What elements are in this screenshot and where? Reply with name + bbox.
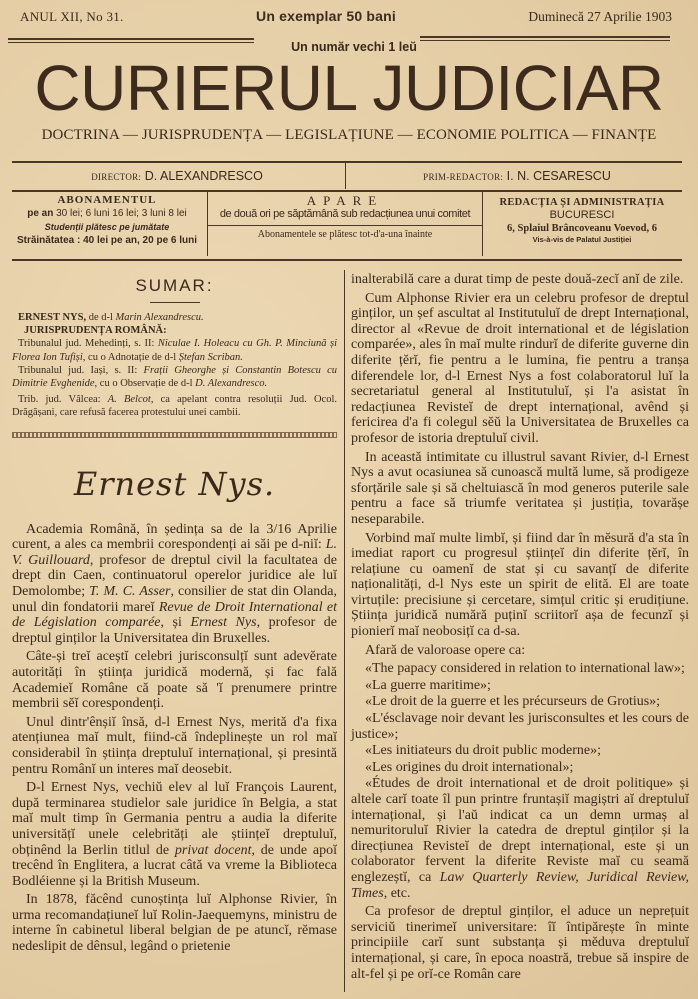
publication-box [207,192,483,256]
text-run: , etc. [383,885,411,901]
divider [12,259,682,261]
article-paragraph [351,531,689,640]
article-paragraph [351,291,689,447]
work-title: «The papacy considered in relation to international law»; [365,661,685,677]
article-paragraph [12,649,337,711]
summary-entry-title: ERNEST NYS, [18,312,87,323]
left-column [12,266,337,958]
article-title: Ernest Nys. [73,464,276,503]
office-address: 6, Splaiul Brâncoveanu Voevod, 6 [507,223,657,234]
right-column [351,272,689,985]
work-title: «L'ésclavage noir devant les jurisconsultes et les cours de justice»; [351,711,689,742]
case-court: Tribunalul jud. Mehedinți, s. II: [18,338,158,350]
summary-entry-author: Marin Alexandrescu. [115,312,204,323]
article-paragraphs [351,291,689,659]
director-label: DIRECTOR: [91,172,142,182]
case-note: , cu o Adnotație de d-l [82,351,179,363]
editor-credit [352,169,682,183]
editor-label: PRIM-REDACTOR: [423,172,504,182]
text-run: Câte-și treĭ aceștĭ celebri jurisconsulțĭ sunt adevĕrate autorități în știința juridică modernă, și fac fală Academieĭ Române că poate să 'ĭ prenumere printre membrii sĕĭ corespondenți. [12,649,337,712]
article-paragraph [351,776,689,901]
case-parties: Frații Gheorghe și Constantin Botescu cu Dimitrie Evghenide [12,364,337,390]
divider [150,302,200,303]
issue-price: Un exemplar 50 bani [256,8,396,24]
summary-list [12,311,337,420]
subscription-box [8,192,206,256]
publication-note: Abonamentele se plătesc tot-d'a-una înainte [257,229,433,240]
article-paragraph [12,892,337,954]
summary-section-title: JURISPRUDENȚA ROMÂNĂ: [24,325,167,337]
rates-prefix: pe an [27,208,54,219]
case-author: Ștefan Scriban. [178,351,243,363]
summary-entry [12,311,337,324]
subscription-rates [8,207,206,220]
students-note: Studenții plătesc pe jumătate [44,222,170,232]
text-run: , și [160,615,191,631]
italic-run: Ernest Nys [190,615,257,631]
case-court: Tribunalul jud. Iași, s. II: [18,364,144,376]
ornamental-divider [12,432,337,438]
case-parties: Niculae I. Holeacu cu Gh. P. Minciună și Florea Ion Tufiși [12,338,337,363]
italic-run: privat docent [174,842,252,858]
text-run: , profesor de dreptul ginților la Universitatea din Bruxelles. [12,615,338,646]
rates-text: 30 lei; 6 luni 16 lei; 3 luni 8 lei [56,208,187,219]
office-city: BUCURESCI [549,209,615,221]
case-note: , cu o Observație de d-l [94,378,196,390]
summary-case [12,393,337,419]
director-name: D. ALEXANDRESCO [144,169,263,183]
text-run: , consilier de stat din Olanda, unul din fondatorii mareĭ [12,584,337,615]
case-parties: A. Belcot [107,394,151,406]
article-body-right [351,272,689,982]
text-run: In această intimitate cu illustrul savant Rivier, d-l Ernest Nys a avut ocasiunea să cunoască multă lume, să prodigeze sforțările sale și să cheltuiască în mod generos puterile sale pentru a face să triumfe veritatea și justiția, tovarășe neseparabile. [351,449,689,527]
case-court: Trib. jud. Vâlcea: [18,394,108,406]
article-paragraph [351,643,689,659]
issue-date: Duminecă 27 Aprilie 1903 [528,9,672,24]
article-paragraph [12,780,337,889]
divider [208,225,482,226]
article-body-left [12,522,337,955]
text-run: «Études de droit international et de droit politique» și altele carĭ toate îl pun printre fruntașiĭ magiștri aĭ dreptuluĭ internațional, și l'aŭ indicat ca un demn urmaș al nemuritoruluĭ Rivier la catedra de dreptul ginților și la direcțiunea Revisteĭ de drept internațional, este și un colaborator fervent la diferite Reviste maĭ cu seamă englezeștĭ, ca [351,776,689,885]
text-run: Unul dintr'ênșiĭ însă, d-l Ernest Nys, merită d'a fixa atențiunea maĭ mult, fiind-că îndeplinește un rol maĭ considerabil în știința dreptuluĭ internațional, și presintă pentru Românĭ un interes maĭ deosebit. [12,714,337,777]
vertical-divider [345,163,346,189]
italic-run: Revue de Droit International et de Législation comparée [12,599,338,631]
publication-title: APARE [306,193,384,208]
masthead-subtitle: DOCTRINA — JURISPRUDENȚA — LEGISLAȚIUNE — ECONOMIE POLITICA — FINANȚE [41,127,657,143]
case-note: , ca apelant contra resoluții Jud. Ocol. Drăgășani, care refusă facerea protestului unei cambii. [12,394,338,419]
summary-case [12,337,337,363]
masthead-title: CURIERUL JUDICIAR [34,52,664,124]
summary-title: SUMAR: [135,276,214,295]
works-list [351,661,689,775]
text-run: Cum Alphonse Rivier era un celebru profesor de dreptul ginților, un șef ascultat al Institutuluĭ de drept Internațional, director al «Revue de droit international et de législation comparée», ales în maĭ multe rindurĭ de diferite guverne din diferite țĕrĭ, fie pentru a le lumina, fie pentru a tranșa diferendele lor, d-l Ernest Nys a fost colaboratorul luĭ la secretariatul general al Institutuluĭ, și l'a asistat în redacțiunea Revisteĭ de drept internațional, avênd și fericirea d'a fi colegul sĕŭ la Universitatea de Bruxelles ca profesor de istoria dreptuluĭ civil. [351,290,689,446]
work-title: «La guerre maritime»; [365,677,491,693]
text-run: D-l Ernest Nys, vechiŭ elev al luĭ François Laurent, după terminarea studielor sale juridice în Belgia, a stat maĭ mult timp în Germania pentru a audia la diferite universitățĭ unele celebrități ale științeĭ dreptuluĭ, obținênd la Berlin titlul de [12,780,337,858]
text-run: Vorbind maĭ multe limbĭ, și fiind dar în mĕsură d'a sta în imediat raport cu progresul științeĭ din diferite țĕrĭ, în relațiune cu oamenĭ de stat și cu savanțĭ de diferite naționalități, d-l Nys este un spirit de elită. El are toate virtuțile: precisiune și cercetare, simțul critic și erudițiune. Știința juridică numără puținĭ scriitorĭ așa de fecunzĭ și pionierĭ maĭ neobosițĭ ca d-sa. [351,530,689,640]
subscription-title: ABONAMENTUL [57,194,157,206]
issue-number: ANUL XII, No 31. [20,9,124,24]
abroad-rates: Străinătatea : 40 lei pe an, 20 pe 6 luni [16,235,198,246]
text-run: , de unde apoĭ trecênd în Englitera, a lucrat câtă va vreme la Biblioteca Bodléienne și la British Museum. [12,842,337,889]
article-paragraph [12,522,337,647]
office-title: REDACȚIA ȘI ADMINISTRAȚIA [499,197,665,208]
column-divider [344,270,345,992]
office-box [482,192,682,256]
old-issue-price: Un număr vechi 1 leŭ [291,40,417,54]
summary-entry-text: de d-l [86,312,116,323]
work-title: «Les initiateurs du droit public moderne»; [365,743,602,759]
article-paragraph [351,904,689,982]
editor-name: I. N. CESARESCU [506,169,611,183]
italic-run: L. V. Guillouard [12,537,337,568]
text-run: Afară de valoroase opere ca: [365,642,526,658]
article-paragraph [351,450,689,528]
director-credit [12,169,342,183]
work-title: «Les origines du droit international»; [365,759,574,775]
article-paragraph: inalterabilă care a durat timp de peste două-zecĭ anĭ de zile. [351,272,684,287]
text-run: Ca profesor de dreptul ginților, el aduce un neprețuit serviciŭ tinerimeĭ universitare: îĭ întipărește în minte principiile carĭ sunt substanța și mĕduva dreptuluĭ internațional, și care, în epoca noastră, trebue să inspire de alt-fel și pe orĭ-ce Român care [351,904,689,982]
text-run: In 1878, făcênd cunoștința luĭ Alphonse Rivier, în urma recomandațiuneĭ luĭ Rolin-Jaequemyns, ministru de interne în cabinetul liberal belgian de pe atuncĭ, rĕmase nedeslipit de dênsul, legând o prietenie [12,892,337,955]
summary-case [12,364,337,390]
italic-run: Law Quarterly Review, Juridical Review, Times [351,869,689,901]
top-line [20,8,672,30]
article-paragraphs [351,776,689,982]
summary-entry [12,324,337,337]
staff-row [12,163,682,189]
publication-frequency: de două ori pe săptămână sub redacțiunea unui comitet [219,208,471,220]
work-title: «Le droit de la guerre et les précurseurs de Grotius»; [365,694,661,710]
text-run: , profesor de dreptul civil la facultatea de drept din Caen, continuatorul operelor juridice ale luĭ Demolombe; [12,552,337,599]
article-paragraph [12,715,337,777]
case-author: D. Alexandresco. [195,378,268,390]
text-run: Academia Română, în ședința sa de la 3/16 Aprilie curent, a ales ca membrii corespondenți ai săi pe d-niĭ: [12,521,337,553]
italic-run: T. M. C. Asser [89,584,171,599]
office-landmark: Vis-à-vis de Palatul Justiției [532,235,632,244]
